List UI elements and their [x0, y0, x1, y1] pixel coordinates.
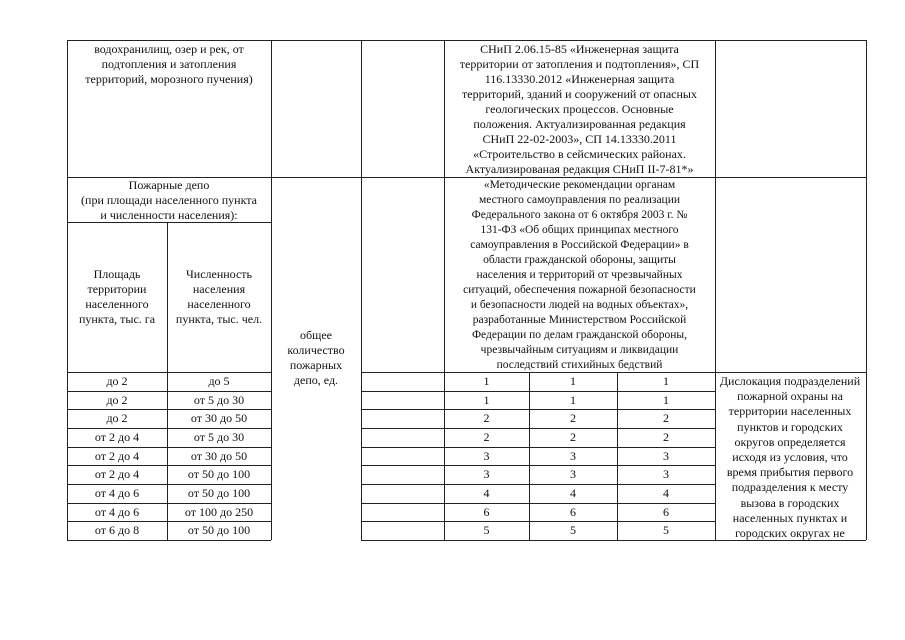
population-cell: от 50 до 100	[187, 467, 251, 481]
area-column-header: Площадь территории населенного пункта, тыс. га	[78, 267, 156, 326]
row-line-left	[67, 372, 271, 373]
population-cell: от 50 до 100	[187, 523, 251, 537]
row-line-left	[67, 428, 271, 429]
row-line-right	[361, 409, 715, 410]
value-cell-3: 1	[663, 393, 669, 407]
table-border-right	[866, 372, 867, 540]
depot-title: Пожарные депо (при площади населенного пункта и численности населения):	[81, 178, 257, 222]
population-cell: от 50 до 100	[187, 486, 251, 500]
depot-source-document: «Методические рекомендации органам местного самоуправления по реализации Федерального закона от 6 октября 2003 г. № 131-ФЗ «Об общих принципах местного самоуправления в Российской Федерации» в области гражданской обороны, защиты населения и территорий от чрезвычайных ситуаций, обеспечения пожарной безопасности и безопасности людей на водных объектах», разработанные Министерством Российской Федерации по делам гражданской обороны, чрезвычайным ситуациям и ликвидации последствий стихийных бедствий	[463, 179, 696, 371]
value-cell-1: 2	[483, 411, 490, 425]
value-cell-1: 1	[483, 374, 490, 388]
col-divider-2	[271, 40, 272, 540]
table-border-top	[67, 40, 784, 41]
area-cell: от 4 до 6	[94, 486, 140, 500]
table-border-right-upper	[866, 40, 867, 372]
note-top-border	[715, 372, 866, 373]
value-cell-1: 6	[483, 505, 490, 519]
value-cell-3: 1	[663, 374, 669, 388]
row-line-right	[361, 465, 715, 466]
population-cell: от 5 до 30	[193, 393, 245, 407]
value-cell-2: 3	[570, 449, 576, 463]
value-cell-1: 2	[483, 430, 490, 444]
population-cell: от 30 до 50	[190, 449, 248, 463]
row-line-left	[67, 391, 271, 392]
area-cell: от 2 до 4	[94, 467, 140, 481]
population-cell: до 5	[208, 374, 230, 388]
value-cell-1: 5	[483, 523, 490, 537]
value-cell-3: 4	[663, 486, 669, 500]
value-cell-3: 5	[663, 523, 669, 537]
value-cell-2: 1	[570, 393, 576, 407]
row-divider-right	[784, 177, 866, 178]
value-cell-1: 3	[483, 449, 490, 463]
population-column-header: Численность населения населенного пункта, тыс. чел.	[175, 267, 263, 326]
area-cell: от 2 до 4	[94, 449, 140, 463]
population-cell: от 5 до 30	[193, 430, 245, 444]
value-cell-2: 4	[570, 486, 576, 500]
value-cell-3: 3	[663, 467, 669, 481]
row-line-right	[361, 540, 715, 541]
value-cell-2: 6	[570, 505, 576, 519]
row-line-left	[67, 484, 271, 485]
value-cell-3: 2	[663, 430, 669, 444]
row-line-right	[361, 521, 715, 522]
value-cell-2: 3	[570, 467, 576, 481]
population-cell: от 100 до 250	[184, 505, 254, 519]
row-line-right	[361, 503, 715, 504]
value-cell-1: 4	[483, 486, 490, 500]
row-line-left	[67, 409, 271, 410]
col-divider-3	[361, 40, 362, 540]
indicator-label: общее количество пожарных депо, ед.	[287, 328, 345, 387]
row-line-right	[361, 428, 715, 429]
row1-description: водохранилищ, озер и рек, от подтопления и затопления территорий, морозного пучения)	[85, 42, 253, 86]
value-cell-2: 2	[570, 411, 576, 425]
area-cell: до 2	[106, 374, 128, 388]
row-line-right	[361, 391, 715, 392]
area-cell: от 2 до 4	[94, 430, 140, 444]
row-line-left	[67, 447, 271, 448]
value-cell-1: 3	[483, 467, 490, 481]
row-line-left	[67, 465, 271, 466]
depot-note: Дислокация подразделений пожарной охраны на территории населенных пунктов и городских округов определяется исходя из условия, что время прибытия первого подразделения к месту вызова в городских населенных пунктах и городских округах не	[719, 374, 861, 541]
value-cell-1: 1	[483, 393, 490, 407]
table-border-top-right	[784, 40, 866, 41]
value-cell-3: 6	[663, 505, 669, 519]
value-cell-2: 2	[570, 430, 576, 444]
value-cell-2: 1	[570, 374, 576, 388]
value-cell-3: 3	[663, 449, 669, 463]
area-cell: до 2	[106, 393, 128, 407]
row-line-left	[67, 503, 271, 504]
value-cell-2: 5	[570, 523, 576, 537]
row-line-right	[361, 447, 715, 448]
note-bottom-border	[715, 540, 866, 541]
row-line-left	[67, 540, 271, 541]
row1-standards: СНиП 2.06.15-85 «Инженерная защита территории от затопления и подтопления», СП 116.13330.2012 «Инженерная защита территорий, зданий и сооружений от опасных геологических процессов. Основные положения. Актуализированная редакция СНиП 22-02-2003», СП 14.13330.2011 «Строительство в сейсмических районах. Актуализированая редакция СНиП II-7-81*»	[459, 42, 700, 176]
row-line-left	[67, 521, 271, 522]
area-cell: от 4 до 6	[94, 505, 140, 519]
area-cell: от 6 до 8	[94, 523, 140, 537]
value-cell-3: 2	[663, 411, 669, 425]
area-cell: до 2	[106, 411, 128, 425]
row-line-right	[361, 484, 715, 485]
population-cell: от 30 до 50	[190, 411, 248, 425]
